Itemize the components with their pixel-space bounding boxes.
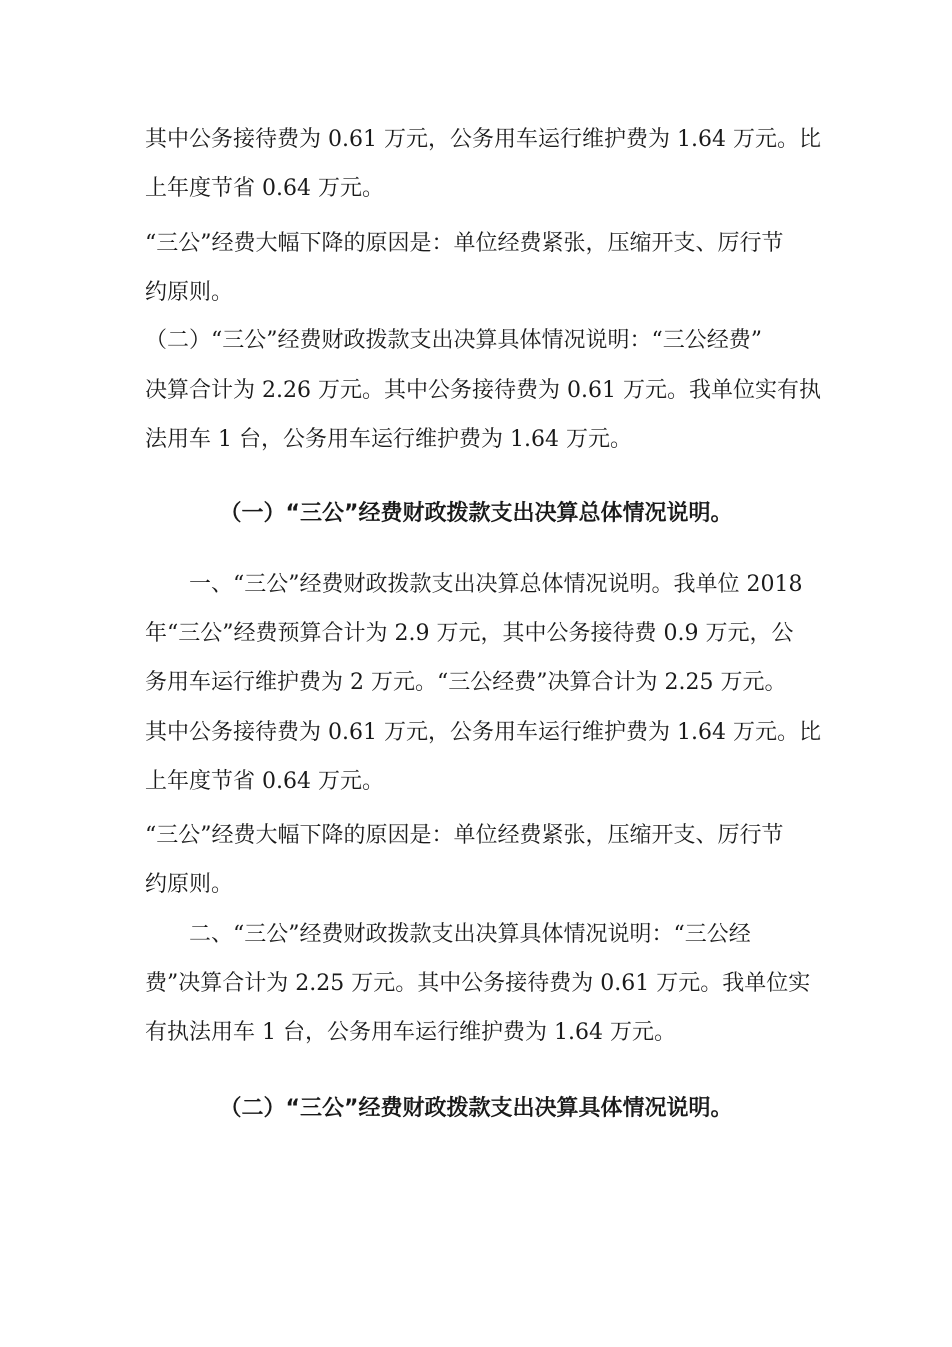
paragraph-line: 一、“三公”经费财政拨款支出决算总体情况说明。我单位 2018 (145, 572, 803, 597)
paragraph-line: 有执法用车 1 台，公务用车运行维护费为 1.64 万元。 (145, 1020, 676, 1045)
paragraph-line: 决算合计为 2.26 万元。其中公务接待费为 0.61 万元。我单位实有执 (145, 378, 821, 403)
paragraph-line: 费”决算合计为 2.25 万元。其中公务接待费为 0.61 万元。我单位实 (145, 971, 811, 996)
paragraph-line: “三公”经费大幅下降的原因是：单位经费紧张，压缩开支、厉行节 (145, 823, 784, 848)
paragraph-line: 上年度节省 0.64 万元。 (145, 769, 384, 794)
paragraph-line: 上年度节省 0.64 万元。 (145, 176, 384, 201)
paragraph-line: 约原则。 (145, 872, 234, 897)
paragraph-line: 约原则。 (145, 280, 234, 305)
paragraph-line: “三公”经费大幅下降的原因是：单位经费紧张，压缩开支、厉行节 (145, 231, 784, 256)
paragraph-line: 其中公务接待费为 0.61 万元，公务用车运行维护费为 1.64 万元。比 (145, 127, 821, 152)
section-heading-one: （一）“三公”经费财政拨款支出决算总体情况说明。 (219, 501, 733, 526)
paragraph-line: 年“三公”经费预算合计为 2.9 万元，其中公务接待费 0.9 万元，公 (145, 621, 794, 646)
section-heading-two: （二）“三公”经费财政拨款支出决算具体情况说明。 (219, 1096, 733, 1121)
paragraph-line: 其中公务接待费为 0.61 万元，公务用车运行维护费为 1.64 万元。比 (145, 720, 821, 745)
paragraph-line: 法用车 1 台，公务用车运行维护费为 1.64 万元。 (145, 427, 632, 452)
paragraph-line: （二）“三公”经费财政拨款支出决算具体情况说明：“三公经费” (145, 328, 762, 353)
paragraph-line: 务用车运行维护费为 2 万元。“三公经费”决算合计为 2.25 万元。 (145, 670, 787, 695)
paragraph-line: 二、“三公”经费财政拨款支出决算具体情况说明：“三公经 (145, 922, 751, 947)
